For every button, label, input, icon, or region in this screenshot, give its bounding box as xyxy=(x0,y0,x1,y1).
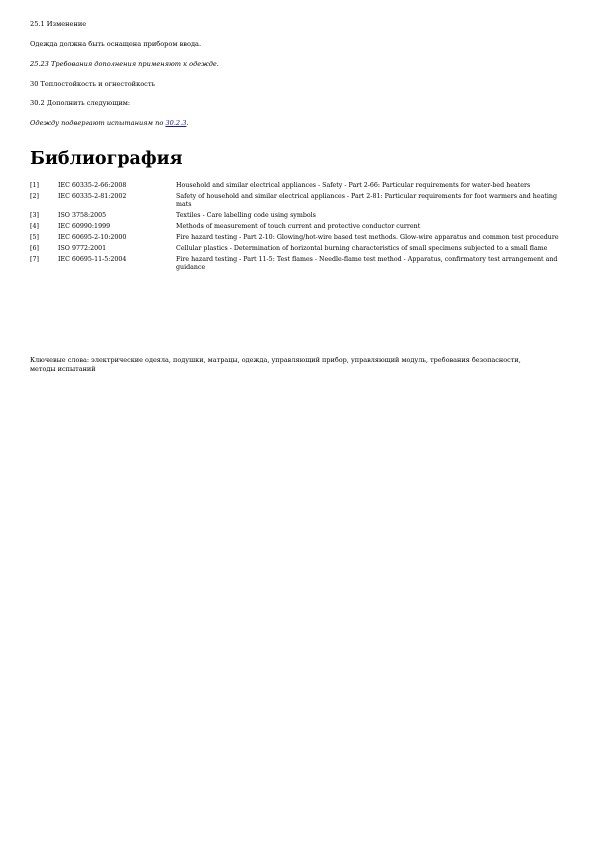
bibliography-row xyxy=(30,245,565,253)
bibliography-heading: Библиография xyxy=(30,149,183,169)
bibliography-number: [3] xyxy=(30,212,39,219)
bibliography-row xyxy=(30,234,565,242)
section-30-title: 30 Теплостойкость и огнестойкость xyxy=(30,80,156,88)
bibliography-number: [5] xyxy=(30,234,39,241)
bibliography-standard: ISO 3758:2005 xyxy=(58,212,107,219)
bibliography-title: Fire hazard testing - Part 11-5: Test flames - Needle-flame test method - Apparatus, confirmatory test arrangement and guidance xyxy=(176,256,558,271)
bibliography-row xyxy=(30,212,565,220)
bibliography-title: Textiles - Care labelling code using symbols xyxy=(176,212,316,219)
bibliography-row xyxy=(30,223,565,231)
bibliography-title: Safety of household and similar electrical appliances - Part 2-81: Particular requirements for foot warmers and heating mats xyxy=(176,193,557,208)
clause-30-2-3-link[interactable]: 30.2.3 xyxy=(165,119,187,127)
bibliography-standard: ISO 9772:2001 xyxy=(58,245,107,252)
bibliography-number: [7] xyxy=(30,256,39,263)
paragraph-test-reference xyxy=(30,119,565,127)
bibliography-number: [2] xyxy=(30,193,39,200)
paragraph-25-23: 25.23 Требования дополнения применяют к одежде. xyxy=(30,60,219,68)
bibliography-number: [4] xyxy=(30,223,39,230)
bibliography-row xyxy=(30,193,565,209)
bibliography-row xyxy=(30,256,565,272)
test-reference-text: Одежду подвергают испытаниям по xyxy=(30,119,166,127)
bibliography-title: Fire hazard testing - Part 2-10: Glowing/hot-wire based test methods. Glow-wire apparatus and common test procedure xyxy=(176,234,559,241)
bibliography-table xyxy=(30,182,565,275)
paragraph-clothing-input: Одежда должна быть оснащена прибором ввода. xyxy=(30,40,202,48)
test-reference-end: . xyxy=(186,119,189,127)
paragraph-25-1: 25.1 Изменение xyxy=(30,20,87,28)
bibliography-title: Methods of measurement of touch current and protective conductor current xyxy=(176,223,421,230)
bibliography-standard: IEC 60335-2-66:2008 xyxy=(58,182,127,189)
bibliography-number: [6] xyxy=(30,245,39,252)
paragraph-30-2: 30.2 Дополнить следующим: xyxy=(30,99,131,107)
bibliography-title: Household and similar electrical appliances - Safety - Part 2-66: Particular requirements for water-bed heaters xyxy=(176,182,531,189)
bibliography-number: [1] xyxy=(30,182,39,189)
bibliography-row xyxy=(30,182,565,190)
bibliography-standard: IEC 60990:1999 xyxy=(58,223,111,230)
bibliography-standard: IEC 60695-11-5:2004 xyxy=(58,256,127,263)
bibliography-standard: IEC 60695-2-10:2000 xyxy=(58,234,127,241)
bibliography-title: Cellular plastics - Determination of horizontal burning characteristics of small specimens subjected to a small flame xyxy=(176,245,548,252)
keywords-paragraph: Ключевые слова: электрические одеяла, подушки, матрацы, одежда, управляющий прибор, управляющий модуль, требования безопасности, методы испытаний xyxy=(30,356,521,373)
bibliography-standard: IEC 60335-2-81:2002 xyxy=(58,193,127,200)
